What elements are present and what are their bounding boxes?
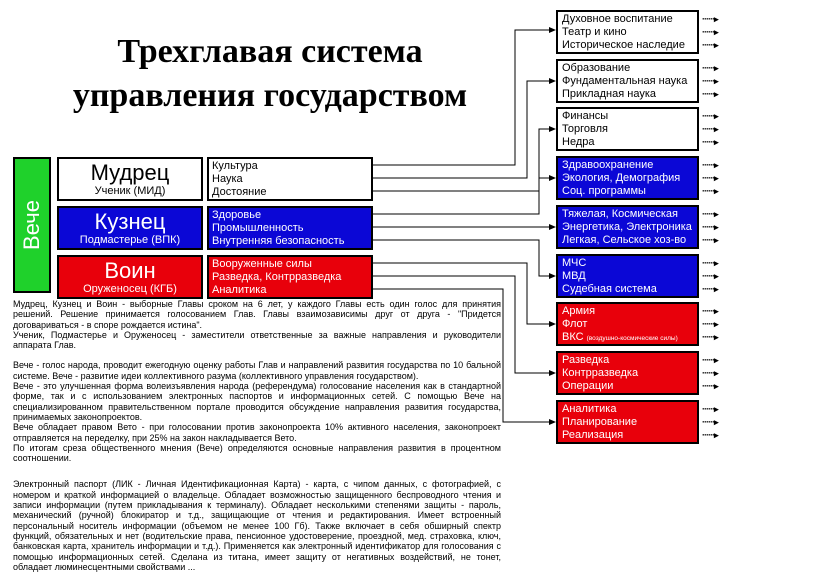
dotted-arrow: ······▸ — [702, 173, 718, 183]
head-name: Кузнец — [94, 209, 166, 234]
box-line: Реализация — [562, 429, 624, 441]
box-line-vks — [562, 331, 693, 345]
dotted-arrow-group — [702, 13, 730, 52]
dotted-arrow: ······▸ — [702, 160, 718, 170]
box-emergency — [556, 254, 699, 298]
arrowhead — [549, 126, 556, 132]
arrowhead — [549, 175, 556, 181]
box-education — [556, 59, 699, 103]
box-analytics — [556, 400, 699, 444]
veche-box — [13, 157, 51, 293]
function-item: Разведка, Контрразведка — [212, 271, 342, 283]
arrowhead — [549, 27, 556, 33]
arrowhead — [549, 370, 556, 376]
box-line: Армия — [562, 305, 596, 317]
functions-voin — [207, 255, 373, 299]
dotted-arrow: ······▸ — [702, 209, 718, 219]
line-science — [373, 81, 553, 178]
line-culture — [373, 30, 553, 165]
box-line: Энергетика, Электроника — [562, 221, 692, 233]
box-intelligence — [556, 351, 699, 395]
dotted-arrow-group — [702, 305, 730, 344]
dotted-arrow: ······▸ — [702, 137, 718, 147]
box-line: Флот — [562, 318, 588, 330]
desc-paragraph: По итогам среза общественного мнения (Вече) определяются основные направления развития в процентном соотношении. — [13, 442, 501, 464]
box-line: Здравоохранение — [562, 159, 654, 171]
dotted-arrow: ······▸ — [702, 417, 718, 427]
dotted-arrow: ······▸ — [702, 271, 718, 281]
function-item: Внутренняя безопасность — [212, 235, 345, 247]
dotted-arrow: ······▸ — [702, 284, 718, 294]
dotted-arrow: ······▸ — [702, 186, 718, 196]
box-line: Контрразведка — [562, 367, 639, 379]
box-line: Фундаментальная наука — [562, 75, 688, 87]
box-line: Прикладная наука — [562, 88, 657, 100]
box-line: Образование — [562, 62, 631, 74]
dotted-arrow-group — [702, 257, 730, 296]
arrowhead — [549, 78, 556, 84]
box-line: Финансы — [562, 110, 609, 122]
arrowhead — [549, 321, 556, 327]
vks-note: (воздушно-космические силы) — [586, 335, 678, 342]
box-line: Соц. программы — [562, 185, 646, 197]
dotted-arrow: ······▸ — [702, 430, 718, 440]
dotted-arrow-group — [702, 110, 730, 149]
box-healthcare — [556, 156, 699, 200]
dotted-arrow: ······▸ — [702, 355, 718, 365]
head-deputy: Ученик (МИД) — [94, 185, 166, 197]
box-line: Аналитика — [562, 403, 617, 415]
line-health — [373, 178, 553, 214]
box-line: Недра — [562, 136, 595, 148]
dotted-arrow: ······▸ — [702, 27, 718, 37]
function-item: Достояние — [212, 186, 267, 198]
head-mudrets — [57, 157, 203, 201]
dotted-arrow: ······▸ — [702, 14, 718, 24]
desc-paragraph: Вече обладает правом Вето - при голосовании против законопроекта 10% активного населения, законопроект отправляется на переделку, при 25% на закон накладывается Вето. — [13, 422, 501, 443]
desc-paragraph: Ученик, Подмастерье и Оруженосец - заместители ответственные за важные направления и руководители аппарата Глав. — [13, 329, 501, 351]
box-line: Судебная система — [562, 283, 657, 295]
function-item: Наука — [212, 173, 243, 185]
dotted-arrow-group — [702, 159, 730, 198]
head-kuznets — [57, 206, 203, 250]
box-line: Историческое наследие — [562, 39, 685, 51]
arrowhead — [549, 224, 556, 230]
box-army — [556, 302, 699, 346]
dotted-arrow: ······▸ — [702, 258, 718, 268]
function-item: Аналитика — [212, 284, 267, 296]
box-line: Торговля — [562, 123, 608, 135]
dotted-arrow: ······▸ — [702, 111, 718, 121]
dotted-arrow-group — [702, 208, 730, 247]
title-line-2: управления государством — [72, 77, 468, 114]
box-line: Операции — [562, 380, 614, 392]
line-internal-security — [373, 240, 553, 276]
dotted-arrow: ······▸ — [702, 332, 718, 342]
dotted-arrow: ······▸ — [702, 222, 718, 232]
box-line: Тяжелая, Космическая — [562, 208, 678, 220]
dotted-arrow: ······▸ — [702, 124, 718, 134]
dotted-arrow: ······▸ — [702, 63, 718, 73]
box-line: МВД — [562, 270, 586, 282]
dotted-arrow: ······▸ — [702, 381, 718, 391]
desc-paragraph: Вече - это улучшенная форма волеизъявления народа (референдума) голосование населения как в стандартной форме, так и с использованием электронных паспортов и информационных сетей. С помощью Вече на специализированном правительственном портале проводится обсуждение направления развития государства, принимаемых законопроектов. — [13, 381, 501, 422]
dotted-arrow: ······▸ — [702, 404, 718, 414]
dotted-arrow: ······▸ — [702, 89, 718, 99]
box-line: Легкая, Сельское хоз-во — [562, 234, 687, 246]
box-line: Духовное воспитание — [562, 13, 673, 25]
box-line: Экология, Демография — [562, 172, 681, 184]
desc-paragraph: Мудрец, Кузнец и Воин - выборные Главы сроком на 6 лет, у каждого Главы есть один голос для принятия решений. Решение принимается голосованием Глав. Главы взаимозависимы друг от друга - "Придется договариваться - в споре рождается истина". — [13, 299, 501, 330]
desc-paragraph: Вече - голос народа, проводит ежегодную оценку работы Глав и направлений развития государства по 10 бальной системе. Вече - развитие идеи коллективного разума (коллективного управления государством). — [13, 360, 501, 381]
function-item: Здоровье — [212, 209, 262, 221]
head-voin — [57, 255, 203, 299]
box-finance — [556, 107, 699, 151]
function-item: Промышленность — [212, 222, 304, 234]
line-heritage — [373, 129, 553, 191]
head-deputy: Оруженосец (КГБ) — [83, 283, 177, 295]
head-name: Воин — [104, 258, 156, 283]
head-deputy: Подмастерье (ВПК) — [79, 234, 181, 246]
function-item: Культура — [212, 160, 258, 172]
dotted-arrow: ······▸ — [702, 319, 718, 329]
box-line: Разведка — [562, 354, 610, 366]
function-item: Вооруженные силы — [212, 258, 312, 270]
dotted-arrow: ······▸ — [702, 40, 718, 50]
box-line: Планирование — [562, 416, 638, 428]
box-spiritual — [556, 10, 699, 54]
dotted-arrow-group — [702, 354, 730, 393]
arrowhead — [549, 273, 556, 279]
functions-kuznets — [207, 206, 373, 250]
box-industry — [556, 205, 699, 249]
box-line: Театр и кино — [562, 26, 627, 38]
head-name: Мудрец — [90, 160, 170, 185]
dotted-arrow-group — [702, 403, 730, 442]
veche-label: Вече — [19, 200, 44, 250]
description-text — [13, 299, 501, 572]
arrowhead — [549, 419, 556, 425]
dotted-arrow: ······▸ — [702, 306, 718, 316]
box-line: МЧС — [562, 257, 587, 269]
desc-paragraph: Электронный паспорт (ЛИК - Личная Идентификационная Карта) - карта, с чипом данных, с фотографией, с номером и краткой информацией о владельце. Обладает возможностью защищенного беспроводного чтения и записи информации (путем прикладывания к терминалу). Обладает несколькими степенями защиты - пароль, механический (ручной) блокиратор и т.д., защищающие от чтения и редактирования. Имеет встроенный персональный носитель информации (объемом не менее 100 Гб). Также включает в себя обширный спектр функций, обязательных и нет (водительские права, пенсионное удостоверение, проездной, мед. страховка, ключ, банковская карта, хранитель информации и т.д.). Применяется как электронный идентификатор для голосования с помощью информационных сетей. Сделана из титана, имеет защиту от негативных воздействий, не тонет, обладает люминесцентными свойствами ... — [13, 479, 501, 572]
functions-mudrets — [207, 157, 373, 201]
dotted-arrow: ······▸ — [702, 76, 718, 86]
dotted-arrow: ······▸ — [702, 368, 718, 378]
box-line: ВКС — [562, 331, 584, 343]
dotted-arrow: ······▸ — [702, 235, 718, 245]
title-line-1: Трехглавая система — [117, 33, 423, 70]
dotted-arrow-group — [702, 62, 730, 101]
